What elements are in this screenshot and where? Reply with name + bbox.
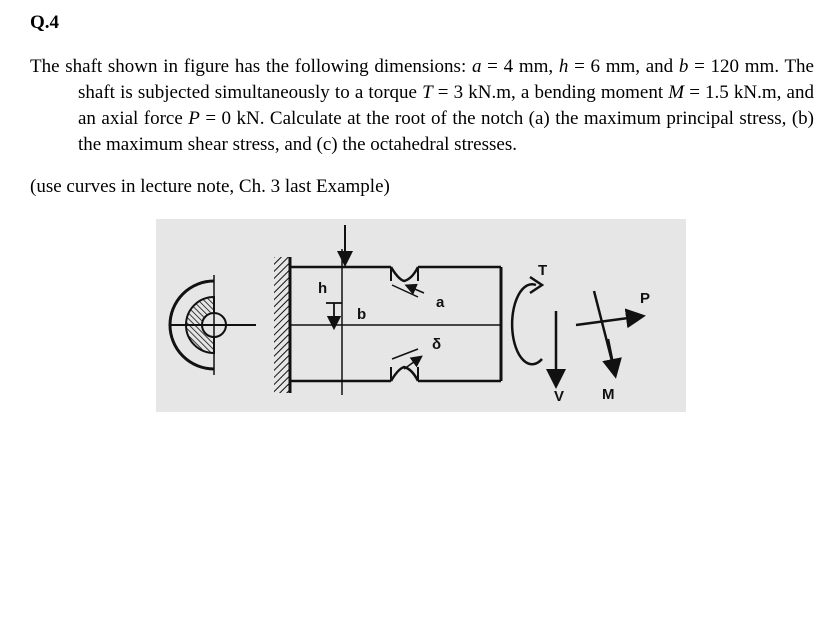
label-P: P — [640, 290, 651, 307]
problem-text-2: = 4 mm, — [481, 56, 559, 77]
label-T: T — [538, 262, 548, 279]
label-h: h — [318, 280, 328, 297]
shaft-diagram — [156, 219, 686, 412]
cross-section-view — [170, 275, 256, 375]
problem-text-6: = 1.5 kN.m, and an axial force — [78, 82, 814, 129]
fixed-wall — [274, 257, 290, 393]
problem-text-4: = 120 mm. The shaft is subjected simultaneously to a torque — [78, 56, 814, 103]
var-P: P — [188, 108, 200, 129]
shaft-figure — [156, 219, 686, 412]
lecture-note-reference: (use curves in lecture note, Ch. 3 last Example) — [30, 176, 390, 197]
label-b: b — [357, 306, 367, 323]
var-M: M — [668, 82, 685, 103]
label-delta: δ — [432, 336, 442, 353]
var-h: h — [558, 56, 569, 77]
label-V: V — [554, 388, 565, 405]
shaft-body — [290, 249, 501, 395]
var-b: b — [678, 56, 689, 77]
torque-symbol — [512, 277, 542, 364]
axial-moment-symbol — [576, 291, 636, 369]
question-number: Q.4 — [30, 12, 60, 33]
problem-text-1: The shaft shown in figure has the following dimensions: — [30, 56, 472, 77]
label-a: a — [436, 294, 445, 311]
problem-text-5: = 3 kN.m, a bending moment — [432, 82, 669, 103]
label-M: M — [602, 386, 615, 403]
var-T: T — [422, 82, 433, 103]
notch-dimension-a — [392, 285, 424, 297]
problem-statement — [30, 54, 814, 158]
var-a: a — [471, 56, 482, 77]
dimension-b — [326, 303, 342, 323]
problem-text-3: = 6 mm, and — [568, 56, 679, 77]
problem-text-7: = 0 kN. Calculate at the root of the notch (a) the maximum principal stress, (b) the maximum shear stress, and (c) the octahedral stresses. — [78, 108, 814, 155]
